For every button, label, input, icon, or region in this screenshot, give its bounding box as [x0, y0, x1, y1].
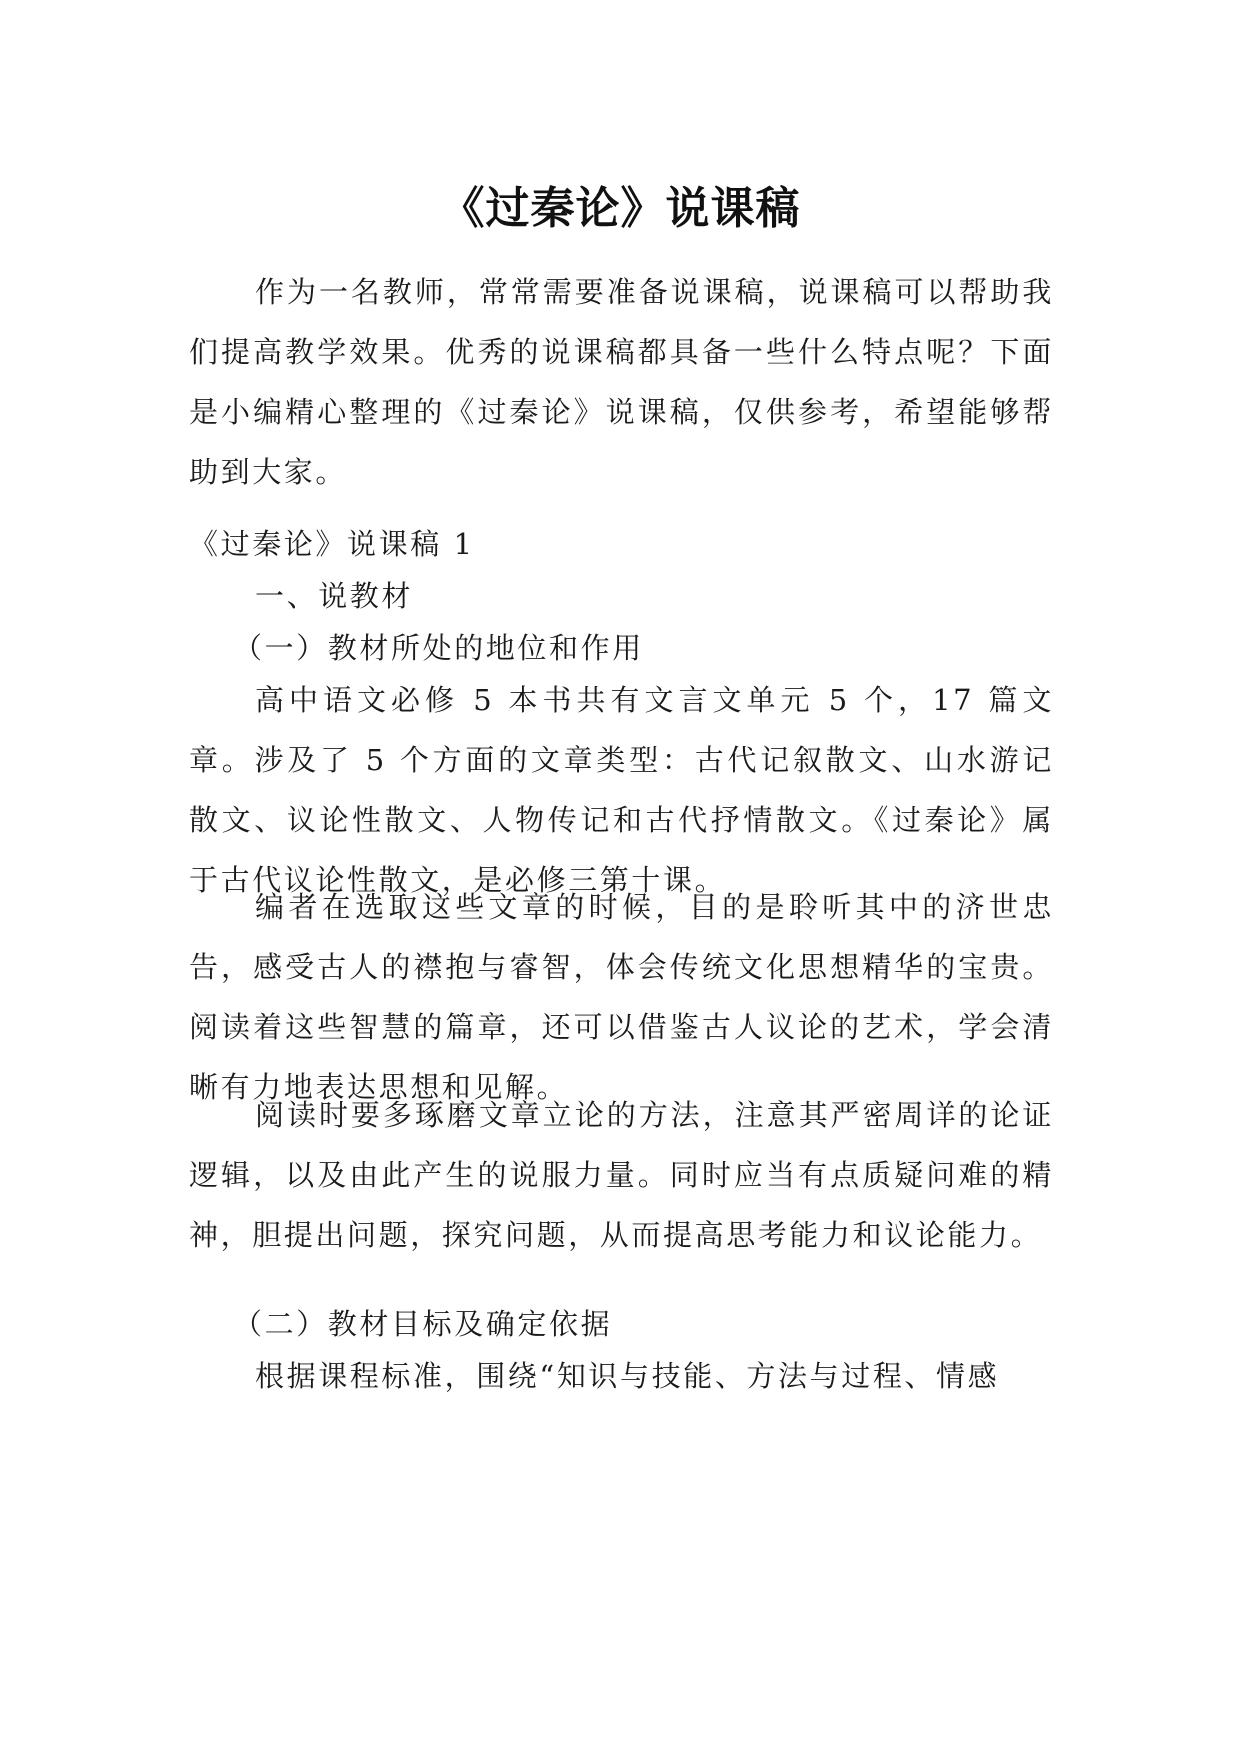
paragraph-textbook-overview: 高中语文必修 5 本书共有文言文单元 5 个，17 篇文章。涉及了 5 个方面的文章类型：古代记叙散文、山水游记散文、议论性散文、人物传记和古代抒情散文。《过秦论》属于古代议论性散文，是必修三第十课。	[189, 683, 1054, 897]
paragraph-curriculum-standard: 根据课程标准，围绕“知识与技能、方法与过程、情感	[255, 1359, 1000, 1393]
subheading-objectives: （二）教材目标及确定依据	[233, 1307, 613, 1341]
intro-paragraph: 作为一名教师，常常需要准备说课稿，说课稿可以帮助我们提高教学效果。优秀的说课稿都具备一些什么特点呢？下面是小编精心整理的《过秦论》说课稿，仅供参考，希望能够帮助到大家。	[189, 275, 1054, 489]
document-title: 《过秦论》说课稿	[440, 183, 801, 235]
paragraph-reading-method: 阅读时要多琢磨文章立论的方法，注意其严密周详的论证逻辑，以及由此产生的说服力量。同时应当有点质疑问难的精神，胆提出问题，探究问题，从而提高思考能力和议论能力。	[189, 1098, 1054, 1252]
paragraph-editor-purpose: 编者在选取这些文章的时候，目的是聆听其中的济世忠告，感受古人的襟抱与睿智，体会传统文化思想精华的宝贵。阅读着这些智慧的篇章，还可以借鉴古人议论的艺术，学会清晰有力地表达思想和见解。	[189, 890, 1054, 1104]
heading-teaching-material: 一、说教材	[255, 579, 414, 613]
subheading-position-and-role: （一）教材所处的地位和作用	[233, 631, 644, 665]
section-title: 《过秦论》说课稿 1	[189, 527, 475, 561]
